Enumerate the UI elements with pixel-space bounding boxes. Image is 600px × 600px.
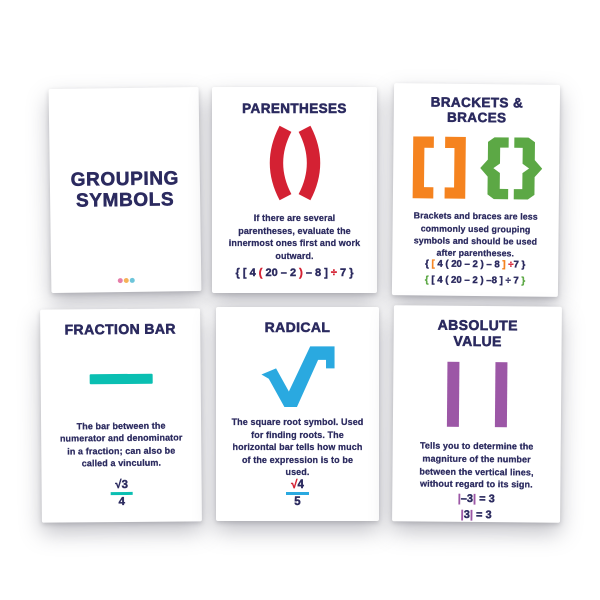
card-body-brackets-braces: Brackets and braces are less commonly used grouping symbols and should be used after parentheses. bbox=[413, 210, 538, 259]
radicand: 4 bbox=[297, 479, 304, 491]
radical-icon bbox=[254, 344, 342, 407]
card-title-absolute-value bbox=[437, 318, 517, 350]
title-line-1: ABSOLUTE bbox=[437, 316, 518, 334]
fraction-numerator: √3 bbox=[110, 479, 133, 495]
logo-dot-teal bbox=[130, 278, 135, 283]
radical-example-denominator: 5 bbox=[294, 496, 301, 508]
card-title-brackets-braces bbox=[430, 95, 523, 126]
card-brackets-braces bbox=[392, 83, 560, 297]
card-grouping-symbols bbox=[49, 87, 202, 293]
brand-logo-icon bbox=[118, 278, 135, 283]
fraction-bar-icon bbox=[89, 373, 152, 384]
equation-1: |–3| = 3 bbox=[457, 492, 495, 505]
radical-example-numerator bbox=[286, 479, 309, 495]
card-body-absolute-value: Tells you to determine the magniture of the number between the vertical lines, without regard to its sign. bbox=[419, 440, 534, 490]
card-fraction-bar bbox=[40, 308, 202, 522]
logo-dot-pink bbox=[118, 278, 123, 283]
formula-parentheses: { [ 4 ( 20 – 2 ) – 8 ] ÷ 7 } bbox=[235, 267, 354, 279]
absolute-bar-left bbox=[447, 362, 460, 427]
equation-2: |3| = 3 bbox=[460, 509, 492, 522]
card-title-fraction-bar: FRACTION BAR bbox=[64, 320, 176, 338]
fraction-denominator: 4 bbox=[118, 495, 126, 509]
absolute-value-bars-icon bbox=[447, 362, 508, 428]
card-body-radical: The square root symbol. Used for finding roots. The horizontal bar tells how much of the expression is to be used. bbox=[231, 417, 364, 478]
card-parentheses bbox=[212, 87, 377, 293]
formula-brackets: { [ 4 ( 20 – 2 ) – 8 ] ÷7 } bbox=[425, 258, 526, 271]
brackets-braces-symbols bbox=[410, 137, 543, 200]
card-title-radical: RADICAL bbox=[264, 319, 331, 335]
braces-icon bbox=[480, 137, 543, 200]
card-absolute-value bbox=[392, 305, 562, 522]
formula-braces: { [ 4 ( 20 – 2 ) –8 ] ÷ 7 } bbox=[424, 274, 526, 287]
brackets-icon bbox=[410, 137, 469, 200]
radical-example bbox=[286, 479, 309, 508]
absolute-value-equations bbox=[458, 491, 495, 524]
title-line-2: SYMBOLS bbox=[75, 189, 175, 212]
absolute-bar-right bbox=[495, 363, 508, 428]
radical-sign: √ bbox=[291, 479, 298, 491]
card-radical bbox=[216, 307, 379, 521]
title-line-1: GROUPING bbox=[70, 167, 180, 191]
logo-dot-orange bbox=[124, 278, 129, 283]
title-line-1: BRACKETS & bbox=[430, 94, 524, 111]
card-body-parentheses: If there are several parentheses, evaluate the innermost ones first and work outward. bbox=[228, 213, 361, 261]
fraction-example bbox=[110, 479, 133, 508]
title-line-2: BRACES bbox=[446, 109, 507, 126]
parentheses-icon bbox=[262, 125, 328, 201]
page-title bbox=[71, 168, 180, 212]
card-title-parentheses: PARENTHESES bbox=[242, 101, 347, 116]
card-body-fraction-bar: The bar between the numerator and denominator in a fraction; can also be called a vinculum. bbox=[59, 420, 183, 469]
title-line-2: VALUE bbox=[453, 332, 502, 349]
